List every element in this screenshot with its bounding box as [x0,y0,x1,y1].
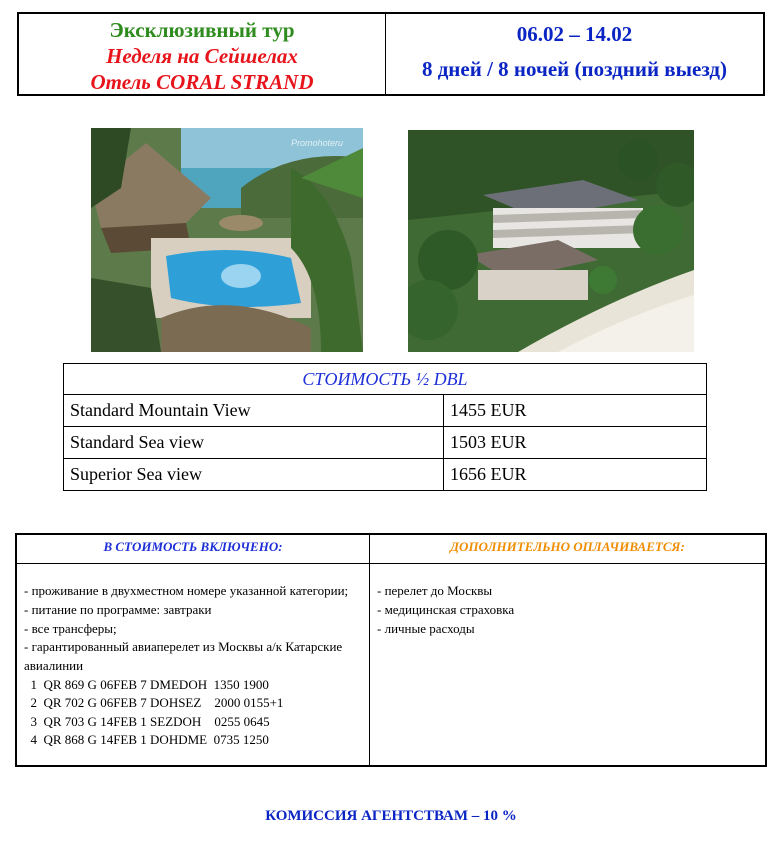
included-list [17,564,370,766]
list-item: - питание по программе: завтраки [24,601,212,617]
table-row [64,427,707,459]
room-category: Superior Sea view [64,459,444,491]
inclusions-table [15,533,767,767]
tour-name: Неделя на Сейшелах [106,44,298,68]
room-price: 1503 EUR [444,427,707,459]
list-item: - проживание в двухместном номере указанной категории; [24,583,349,598]
list-item: - все трансферы; [24,620,117,636]
hotel-pool-photo [91,128,363,352]
tour-type: Эксклюзивный тур [109,18,295,42]
tour-title-block [19,14,386,94]
list-item: - личные расходы [377,620,475,636]
photo-watermark: Promohoteru [291,138,344,148]
flight-segment: 2 QR 702 G 06FEB 7 DOHSEZ 2000 0155+1 [24,695,284,711]
extra-list [370,564,765,766]
table-row [64,395,707,427]
room-price: 1455 EUR [444,395,707,427]
list-item: - медицинская страховка [377,601,515,617]
price-table [63,363,707,491]
agency-commission: КОМИССИЯ АГЕНТСТВАМ – 10 % [265,808,517,824]
flight-segment: 3 QR 703 G 14FEB 1 SEZDOH 0255 0645 [24,713,270,729]
extra-title: ДОПОЛНИТЕЛЬНО ОПЛАЧИВАЕТСЯ: [450,539,685,554]
tour-dates: 06.02 – 14.02 [516,22,633,46]
room-category: Standard Mountain View [64,395,444,427]
hotel-name: Отель CORAL STRAND [90,70,314,94]
list-item: - гарантированный авиаперелет из Москвы а/к Катарские авиалинии [24,639,343,674]
tour-duration: 8 дней / 8 ночей (поздний выезд) [421,57,728,81]
tour-dates-block [386,14,763,94]
flight-segment: 4 QR 868 G 14FEB 1 DOHDME 0735 1250 [24,732,269,748]
price-table-title: СТОИМОСТЬ ½ DBL [64,364,707,395]
list-item: - перелет до Москвы [377,583,493,598]
tour-header [17,12,765,96]
inclusions-header [17,535,765,564]
included-title: В СТОИМОСТЬ ВКЛЮЧЕНО: [17,535,370,563]
hotel-aerial-photo [408,130,694,352]
room-price: 1656 EUR [444,459,707,491]
room-category: Standard Sea view [64,427,444,459]
inclusions-body [17,564,765,766]
flight-segment: 1 QR 869 G 06FEB 7 DMEDOH 1350 1900 [24,676,269,692]
table-row [64,459,707,491]
